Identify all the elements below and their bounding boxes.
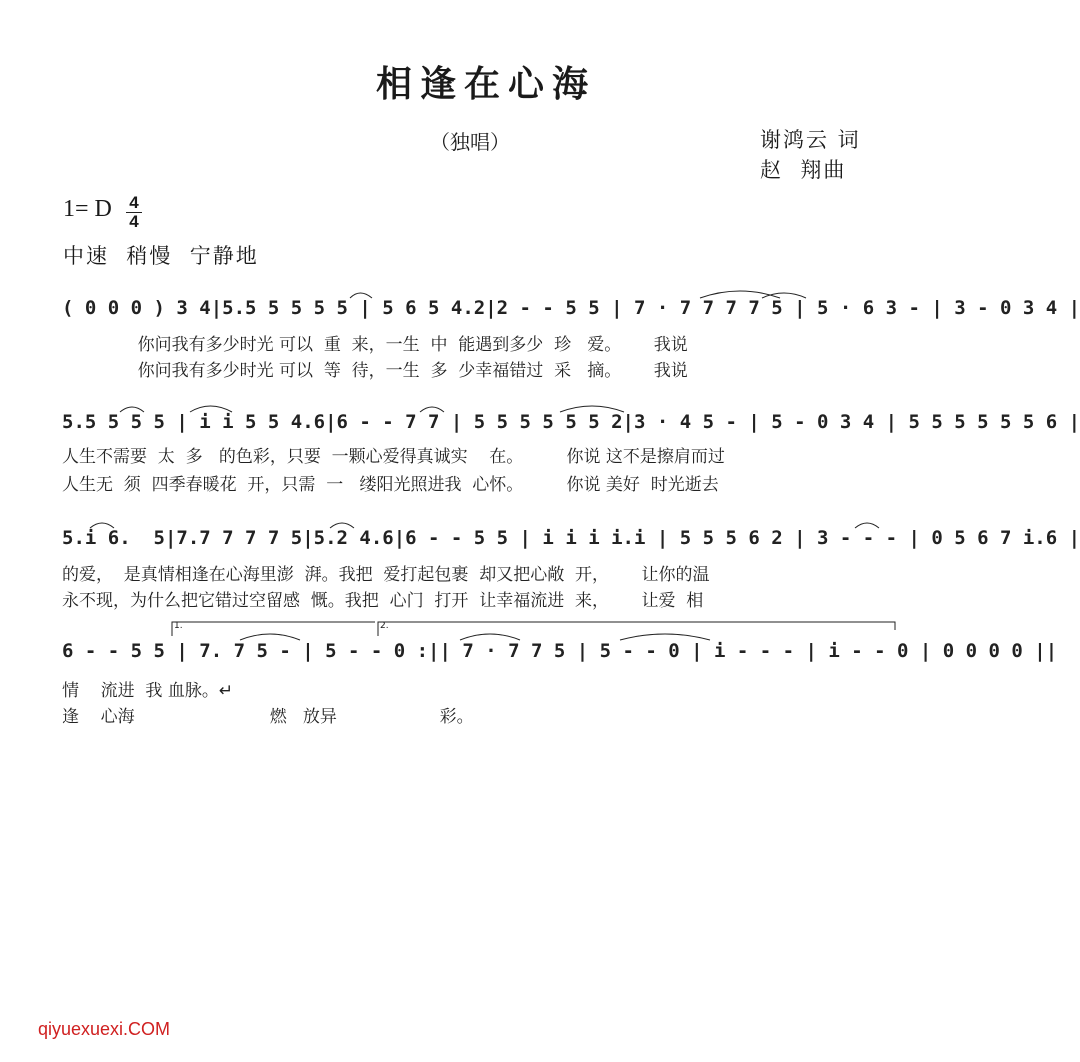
slur xyxy=(855,523,879,528)
volta-bracket-2 xyxy=(378,622,895,636)
volta-label-2: 2. xyxy=(380,621,389,631)
notation-row-4: 6 - - 5 5 | 7. 7 5 - | 5 - - 0 :|| 7 · 7 7 5 | 5 - - 0 | i - - - | i - - 0 | 0 0 0 0 || xyxy=(62,640,1058,662)
time-signature-bottom: 4 xyxy=(129,212,139,231)
lyrics-row-1-verse-1: 你问我有多少时光 可以 重 来，一生 中 能遇到多少 珍 爱。 我说 xyxy=(62,335,688,355)
lyrics-row-4-verse-1: 情 流进 我 血脉。↵ xyxy=(62,681,234,701)
lyrics-row-3-verse-1: 的爱， 是真情相逢在心海里澎 湃。我把 爱打起包裹 却又把心敞 开， 让你的温 xyxy=(62,565,710,585)
slur xyxy=(330,523,354,528)
time-signature-top: 4 xyxy=(129,193,139,212)
slur xyxy=(120,407,144,412)
volta-label-1: 1. xyxy=(174,621,183,631)
slur xyxy=(560,406,624,412)
slur xyxy=(350,293,372,298)
lyrics-row-2-verse-2: 人生无 须 四季春暖花 开，只需 一 缕阳光照进我 心怀。 你说 美好 时光逝去 xyxy=(62,475,719,495)
performance-type: （独唱） xyxy=(430,130,510,154)
lyrics-row-3-verse-2: 永不现，为什么把它错过空留感 慨。我把 心门 打开 让幸福流进 来， 让爱 相 xyxy=(62,591,704,611)
slur xyxy=(700,291,780,298)
lyrics-row-2-verse-1: 人生不需要 太 多 的色彩，只要 一颗心爱得真诚实 在。 你说 这不是擦肩而过 xyxy=(62,447,725,467)
lyricist-credit: 谢鸿云 词 xyxy=(760,128,861,152)
notation-row-2: 5.5 5 5 5 | i i 5 5 4.6|6 - - 7 7 | 5 5 5 5 5 5 2|3 · 4 5 - | 5 - 0 3 4 | 5 5 5 5 5 5 6 | xyxy=(62,411,1080,433)
slur xyxy=(460,634,520,640)
slur xyxy=(240,634,300,640)
slur xyxy=(190,406,232,412)
notation-row-3: 5.i 6. 5|7.7 7 7 7 5|5.2 4.6|6 - - 5 5 | i i i i.i | 5 5 5 6 2 | 3 - - - | 0 5 6 7 i.6 | xyxy=(62,527,1080,549)
watermark: qiyuexuexi.COM xyxy=(38,1019,171,1039)
tempo-marking: 中速 稍慢 宁静地 xyxy=(63,244,259,268)
notation-row-1: ( 0 0 0 ) 3 4|5.5 5 5 5 5 | 5 6 5 4.2|2 - - 5 5 | 7 · 7 7 7 7 5 | 5 · 6 3 - | 3 - 0 3 4 | xyxy=(62,297,1080,319)
key-signature: 1= D xyxy=(63,196,112,222)
slur xyxy=(420,407,444,412)
slur xyxy=(620,634,710,640)
slur xyxy=(762,293,806,298)
lyrics-row-4-verse-2: 逢 心海 燃 放异 彩。 xyxy=(62,707,474,727)
lyrics-row-1-verse-2: 你问我有多少时光 可以 等 待，一生 多 少幸福错过 采 摘。 我说 xyxy=(62,361,688,381)
song-title: 相逢在心海 xyxy=(375,63,596,105)
composer-credit: 赵 翔曲 xyxy=(760,158,847,182)
slur xyxy=(90,523,114,528)
